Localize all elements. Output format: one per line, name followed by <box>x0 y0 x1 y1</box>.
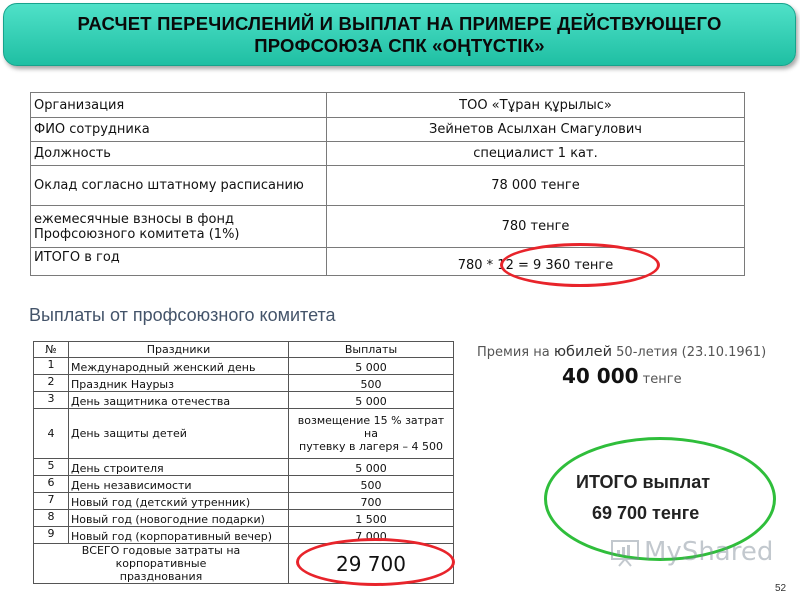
row-number: 5 <box>34 459 69 476</box>
info-row <box>31 206 745 248</box>
title-line-1: РАСЧЕТ ПЕРЕЧИСЛЕНИЙ И ВЫПЛАТ НА ПРИМЕРЕ ДЕЙСТВУЮЩЕГО <box>77 12 722 34</box>
title-banner <box>3 3 796 66</box>
info-label-line: ежемесячные взносы в фонд <box>34 211 234 227</box>
table-row <box>34 375 454 392</box>
info-label: Организация <box>31 93 327 118</box>
row-amount: 7 000 <box>289 527 454 544</box>
row-amount: 700 <box>289 493 454 510</box>
table-row <box>34 392 454 409</box>
row-amount: 5 000 <box>289 358 454 375</box>
grand-total-amount: 69 700 тенге <box>592 503 700 523</box>
table-row <box>34 476 454 493</box>
row-amount <box>289 409 454 459</box>
info-label: Оклад согласно штатному расписанию <box>31 166 327 206</box>
watermark-text: MyShared <box>644 537 774 567</box>
row-holiday: Новый год (детский утренник) <box>69 493 289 510</box>
grand-total-label: ИТОГО выплат <box>576 472 711 492</box>
info-label-line: Профсоюзного комитета (1%) <box>34 226 240 242</box>
row-holiday: День строителя <box>69 459 289 476</box>
row-amount: 500 <box>289 476 454 493</box>
info-value: специалист 1 кат. <box>327 142 745 166</box>
total-label-line: празднования <box>119 570 203 583</box>
row-holiday: День защиты детей <box>69 409 289 459</box>
row-amount: 500 <box>289 375 454 392</box>
info-value: 780 * 12 = 9 360 тенге <box>327 248 745 276</box>
row-number: 2 <box>34 375 69 392</box>
col-header-amount: Выплаты <box>289 342 454 358</box>
row-holiday: Международный женский день <box>69 358 289 375</box>
info-value: ТОО «Тұран құрылыс» <box>327 93 745 118</box>
row-number: 1 <box>34 358 69 375</box>
col-header-holiday: Праздники <box>69 342 289 358</box>
jubilee-bonus-amount <box>562 364 682 388</box>
table-row <box>34 510 454 527</box>
info-row <box>31 166 745 206</box>
info-value: 78 000 тенге <box>327 166 745 206</box>
info-row <box>31 142 745 166</box>
total-value: 29 700 <box>289 544 454 584</box>
row-holiday: Новый год (корпоративный вечер) <box>69 527 289 544</box>
row-holiday: День защитника отечества <box>69 392 289 409</box>
row-holiday: Праздник Наурыз <box>69 375 289 392</box>
info-value: 780 тенге <box>327 206 745 248</box>
employee-info-table <box>30 92 745 276</box>
row-amount-line: путевку в лагеря – 4 500 <box>299 440 443 453</box>
info-label <box>31 206 327 248</box>
jubilee-bonus-suffix: 50-летия (23.10.1961) <box>612 345 767 360</box>
row-amount: 1 500 <box>289 510 454 527</box>
slide-number: 52 <box>775 583 787 594</box>
annual-total-highlight <box>500 243 660 287</box>
row-holiday: День независимости <box>69 476 289 493</box>
row-holiday: Новый год (новогодние подарки) <box>69 510 289 527</box>
row-amount: 5 000 <box>289 459 454 476</box>
row-number: 8 <box>34 510 69 527</box>
payments-total-highlight <box>296 538 455 586</box>
row-number: 9 <box>34 527 69 544</box>
table-row <box>34 409 454 459</box>
total-label-line: ВСЕГО годовые затраты на корпоративные <box>81 544 241 570</box>
row-number: 4 <box>34 409 69 459</box>
watermark <box>610 537 773 567</box>
title-line-2: ПРОФСОЮЗА СПК «ОҢТҮСТІК» <box>254 34 545 56</box>
info-label: Должность <box>31 142 327 166</box>
table-row <box>34 358 454 375</box>
row-amount: 5 000 <box>289 392 454 409</box>
info-label: ФИО сотрудника <box>31 118 327 142</box>
payments-heading: Выплаты от профсоюзного комитета <box>29 305 336 325</box>
row-number: 6 <box>34 476 69 493</box>
info-label: ИТОГО в год <box>31 248 327 276</box>
row-number: 7 <box>34 493 69 510</box>
info-row <box>31 118 745 142</box>
jubilee-amount-unit: тенге <box>638 372 682 387</box>
jubilee-bonus-prefix: Премия на <box>477 345 554 360</box>
table-header-row <box>34 342 454 358</box>
jubilee-bonus-caption <box>477 344 766 360</box>
presentation-screen-icon <box>610 537 640 567</box>
info-row <box>31 93 745 118</box>
info-value: Зейнетов Асылхан Смагулович <box>327 118 745 142</box>
table-row <box>34 459 454 476</box>
jubilee-word: юбилей <box>553 344 613 360</box>
jubilee-amount-value: 40 000 <box>562 364 639 388</box>
total-label <box>34 544 289 584</box>
table-row <box>34 493 454 510</box>
col-header-number: № <box>34 342 69 358</box>
row-amount-line: возмещение 15 % затрат на <box>297 414 445 440</box>
row-number: 3 <box>34 392 69 409</box>
